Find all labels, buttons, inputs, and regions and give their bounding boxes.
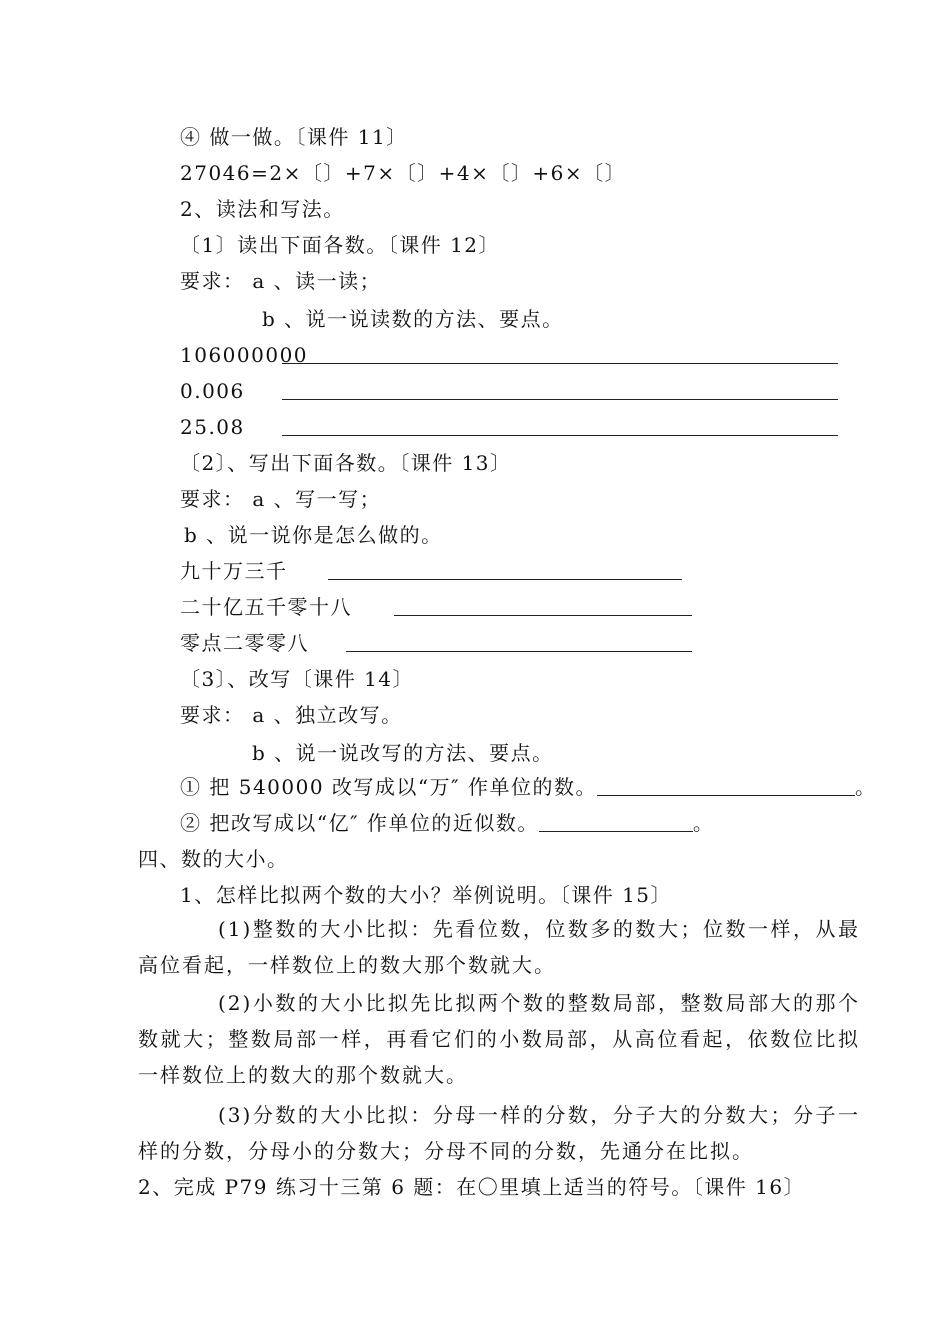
- question-compare-numbers: 1、怎样比拟两个数的大小？举例说明。〔课件 15〕: [180, 883, 673, 907]
- number-words-1: 九十万三千: [180, 559, 288, 583]
- rewrite-question-2-end: 。: [692, 811, 715, 835]
- requirement-read-method: b 、说一说读数的方法、要点。: [262, 307, 564, 331]
- answer-line: [346, 651, 692, 652]
- requirement-rewrite: 要求： a 、独立改写。: [180, 703, 403, 727]
- requirement-explain: b 、说一说你是怎么做的。: [184, 523, 443, 547]
- rewrite-question-1-text: ① 把 540000 改写成以“万″ 作单位的数。: [180, 775, 597, 799]
- paragraph-integer-comparison: (1)整数的大小比拟：先看位数，位数多的数大；位数一样，从最高位看起，一样数位上的数大那个数就大。: [138, 917, 860, 977]
- answer-line: [282, 363, 838, 364]
- expanded-form-exercise: 27046=2×〔〕+7×〔〕+4×〔〕+6×〔〕: [180, 161, 627, 185]
- exercise-fill-symbols: 2、完成 P79 练习十三第 6 题：在〇里填上适当的符号。〔课件 16〕: [138, 1175, 806, 1199]
- rewrite-question-1: [180, 774, 876, 800]
- answer-line: [394, 615, 692, 616]
- subsection-rewrite: 〔3〕、改写〔课件 14〕: [180, 667, 415, 691]
- answer-blank: [597, 777, 855, 796]
- requirement-read: 要求： a 、读一读；: [180, 269, 382, 293]
- requirement-rewrite-method: b 、说一说改写的方法、要点。: [252, 741, 554, 765]
- section-heading-reading-writing: 2、读法和写法。: [180, 197, 345, 221]
- section-heading-number-size: 四、数的大小。: [138, 847, 289, 871]
- subsection-read-numbers: 〔1〕读出下面各数。〔课件 12〕: [180, 233, 501, 257]
- subsection-write-numbers: 〔2〕、写出下面各数。〔课件 13〕: [180, 451, 512, 475]
- number-0-006: 0.006: [180, 379, 245, 403]
- number-106000000: 106000000: [180, 343, 309, 367]
- rewrite-question-1-end: 。: [854, 775, 877, 799]
- rewrite-question-2-text: ② 把改写成以“亿″ 作单位的近似数。: [180, 811, 539, 835]
- answer-line: [328, 579, 682, 580]
- item-do-it: ④ 做一做。〔课件 11〕: [180, 125, 408, 149]
- number-25-08: 25.08: [180, 415, 245, 439]
- paragraph-decimal-comparison: (2)小数的大小比拟先比拟两个数的整数局部，整数局部大的那个数就大；整数局部一样，再看它们的小数局部，从高位看起，依数位比拟一样数位上的数大的那个数就大。: [138, 991, 860, 1087]
- number-words-2: 二十亿五千零十八: [180, 595, 352, 619]
- answer-line: [282, 399, 838, 400]
- paragraph-fraction-comparison: (3)分数的大小比拟：分母一样的分数，分子大的分数大；分子一样的分数，分母小的分数大；分母不同的分数，先通分在比拟。: [138, 1103, 860, 1163]
- number-words-3: 零点二零零八: [180, 631, 309, 655]
- rewrite-question-2: [180, 810, 714, 836]
- answer-line: [282, 435, 838, 436]
- requirement-write: 要求： a 、写一写；: [180, 487, 382, 511]
- answer-blank: [539, 813, 693, 832]
